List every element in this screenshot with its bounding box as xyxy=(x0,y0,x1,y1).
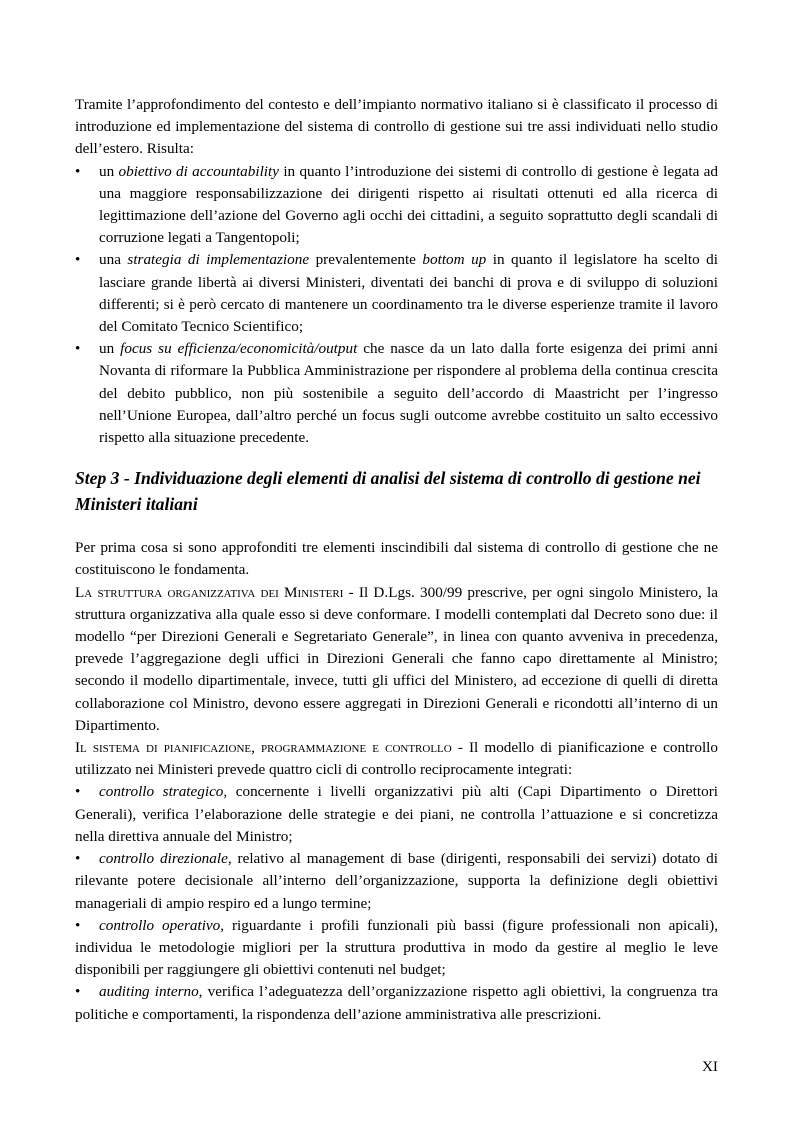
page-body xyxy=(75,94,718,1026)
spacer xyxy=(75,517,718,537)
bullet-operational: • controllo operativo, riguardante i profili funzionali più bassi (figure professionali non apicali), individua le metodologie migliori per la struttura produttiva in modo da gestire al meglio le leve disponibili per raggiungere gli obiettivi contenuti nel budget; xyxy=(75,916,718,979)
bullet-glyph: • xyxy=(75,340,81,358)
bullet-glyph: • xyxy=(75,162,81,180)
elements-paragraph: Per prima cosa si sono approfonditi tre elementi inscindibili dal sistema di controllo di gestione che ne costituiscono le fondamenta. xyxy=(75,539,718,579)
bullet-implementation: • una strategia di implementazione prevalentemente bottom up in quanto il legislatore ha scelto di lasciare grande libertà ai diversi Ministeri, diventati dei banchi di prova e di sviluppo di soluzioni differenti; si è però cercato di mantenere un coordinamento tra le diverse esperienze tramite il lavoro del Comitato Tecnico Scientifico; xyxy=(75,251,718,336)
org-structure-paragraph: La struttura organizzativa dei Ministeri - Il D.Lgs. 300/99 prescrive, per ogni singolo Ministero, la struttura organizzativa alla quale esso si deve conformare. I modelli contemplati dal Decreto sono due: il modello “per Direzioni Generali e Segretariato Generale”, in linea con quanto avveniva in precedenza, prevede l’aggregazione degli uffici in Direzioni Generali che fanno capo direttamente al Ministro; secondo il modello dipartimentale, invece, tutti gli uffici del Ministero, ad eccezione di quelli di diretta collaborazione col Ministro, devono essere aggregati in Direzioni Generali e ricondotti all’interno di un Dipartimento. xyxy=(75,583,718,734)
bullet-directional: • controllo direzionale, relativo al management di base (dirigenti, responsabili dei servizi) dotato di rilevante potere decisionale all’interno dell’organizzazione, supporta la definizione degli obiettivi manageriali di ampio respiro ed a lungo termine; xyxy=(75,850,718,912)
bullet-auditing: • auditing interno, verifica l’adeguatezza dell’organizzazione rispetto agli obiettivi, la congruenza tra politiche e comportamenti, la rispondenza dell’azione amministrativa alle prescrizioni. xyxy=(75,983,718,1023)
bullet-glyph: • xyxy=(75,251,81,269)
planning-paragraph: Il sistema di pianificazione, programmazione e controllo - Il modello di pianificazione e controllo utilizzato nei Ministeri prevede quattro cicli di controllo reciprocamente integrati: xyxy=(75,739,718,779)
bullet-glyph: • xyxy=(75,850,81,868)
section-heading: Step 3 - Individuazione degli elementi di analisi del sistema di controllo di gestione nei Ministeri italiani xyxy=(75,468,701,515)
bullet-focus: • un focus su efficienza/economicità/output che nasce da un lato dalla forte esigenza dei primi anni Novanta di riformare la Pubblica Amministrazione per rispondere al problema della continua crescita del debito pubblico, non più sostenibile a seguito dell’accordo di Maastricht per l’ingresso nell’Unione Europea, dall’altro perché un focus sugli outcome avrebbe costituito un salto eccessivo rispetto alla situazione precedente. xyxy=(75,340,719,447)
bullet-strategic: • controllo strategico, concernente i livelli organizzativi più alti (Capi Dipartimento o Direttori Generali), verifica l’elaborazione delle strategie e dei piani, ne controlla l’attuazione e si concretizza nella direttiva annuale del Ministro; xyxy=(75,783,718,845)
planning-label: Il sistema di pianificazione, programmazione e controllo xyxy=(75,739,452,757)
bullet-glyph: • xyxy=(75,983,81,1001)
intro-paragraph: Tramite l’approfondimento del contesto e dell’impianto normativo italiano si è classificato il processo di introduzione ed implementazione del sistema di controllo di gestione sui tre assi individuati nello studio dell’estero. Risulta: xyxy=(75,96,718,158)
org-structure-label: La struttura organizzativa dei Ministeri xyxy=(75,583,344,601)
bullet-glyph: • xyxy=(75,783,81,801)
page-number: XI xyxy=(701,1058,718,1075)
bullet-accountability: • un obiettivo di accountability in quanto l’introduzione dei sistemi di controllo di gestione è legata ad una maggiore responsabilizzazione dei dirigenti rispetto ai risultati ottenuti ed alla ricerca di legittimazione dell’azione del Governo agli occhi dei cittadini, a seguito soprattutto degli scandali di corruzione legati a Tangentopoli; xyxy=(75,162,719,247)
bullet-glyph: • xyxy=(75,916,81,934)
